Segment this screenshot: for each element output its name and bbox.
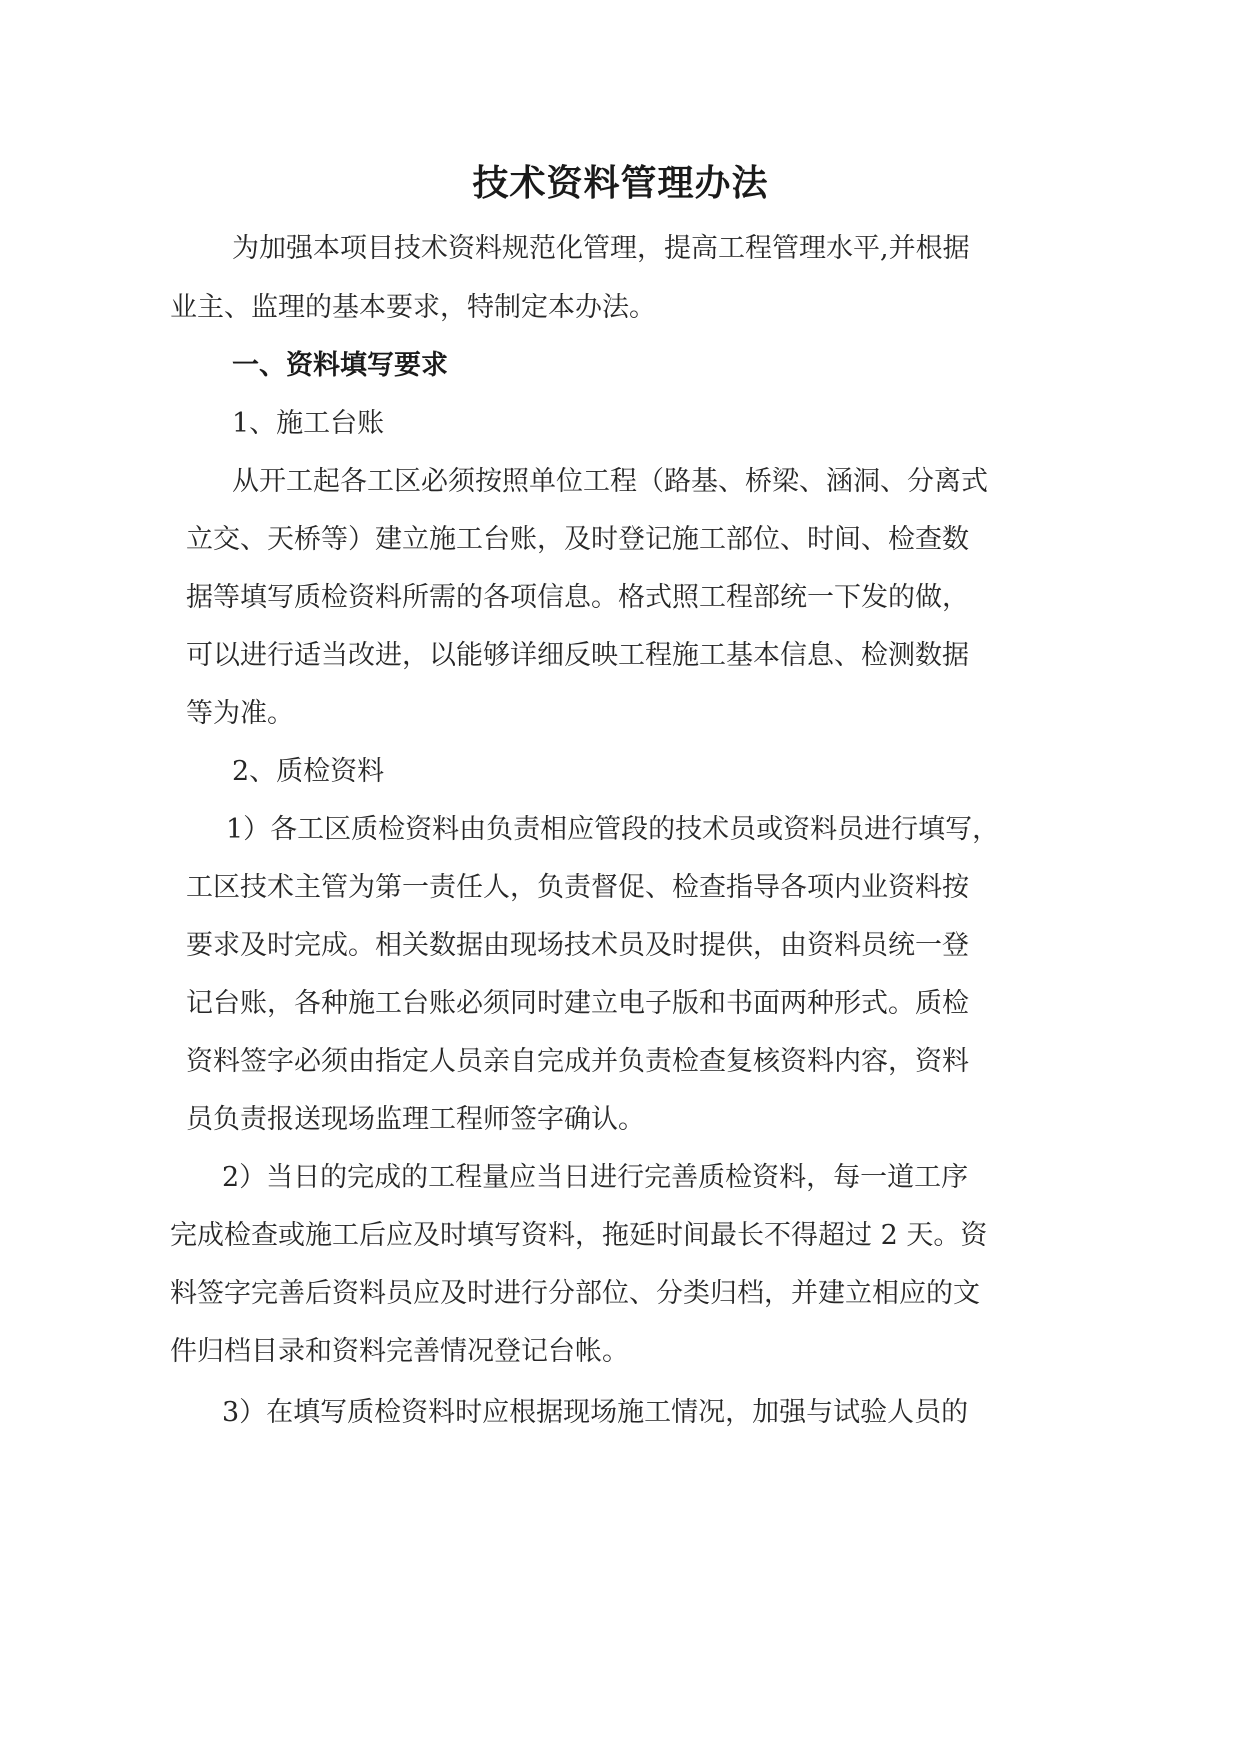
paragraph-line: 完成检查或施工后应及时填写资料，拖延时间最长不得超过 2 天。资	[170, 1220, 988, 1251]
paragraph-line: 员负责报送现场监理工程师签字确认。	[186, 1104, 645, 1135]
paragraph-line: 1）各工区质检资料由负责相应管段的技术员或资料员进行填写，	[226, 814, 1000, 845]
document-title: 技术资料管理办法	[472, 163, 769, 204]
paragraph-line: 件归档目录和资料完善情况登记台帐。	[170, 1336, 629, 1367]
paragraph-line: 记台账，各种施工台账必须同时建立电子版和书面两种形式。质检	[186, 988, 969, 1019]
paragraph-line: 立交、天桥等）建立施工台账，及时登记施工部位、时间、检查数	[186, 524, 969, 555]
item-label: 1、施工台账	[232, 408, 385, 439]
paragraph-line: 可以进行适当改进，以能够详细反映工程施工基本信息、检测数据	[186, 640, 969, 671]
paragraph-line: 3）在填写质检资料时应根据现场施工情况，加强与试验人员的	[222, 1397, 969, 1428]
paragraph-line: 资料签字必须由指定人员亲自完成并负责检查复核资料内容，资料	[186, 1046, 969, 1077]
paragraph-line: 要求及时完成。相关数据由现场技术员及时提供，由资料员统一登	[186, 930, 969, 961]
intro-line: 为加强本项目技术资料规范化管理，提高工程管理水平,并根据	[232, 233, 970, 264]
item-label: 2、质检资料	[232, 756, 385, 787]
paragraph-line: 据等填写质检资料所需的各项信息。格式照工程部统一下发的做，	[186, 582, 969, 613]
paragraph-line: 等为准。	[186, 698, 294, 729]
paragraph-line: 2）当日的完成的工程量应当日进行完善质检资料，每一道工序	[222, 1162, 969, 1193]
intro-line: 业主、监理的基本要求，特制定本办法。	[170, 292, 656, 323]
paragraph-line: 从开工起各工区必须按照单位工程（路基、桥梁、涵洞、分离式	[232, 466, 988, 497]
section-heading: 一、资料填写要求	[232, 350, 448, 381]
paragraph-line: 料签字完善后资料员应及时进行分部位、分类归档，并建立相应的文	[170, 1278, 980, 1309]
paragraph-line: 工区技术主管为第一责任人，负责督促、检查指导各项内业资料按	[186, 872, 969, 903]
